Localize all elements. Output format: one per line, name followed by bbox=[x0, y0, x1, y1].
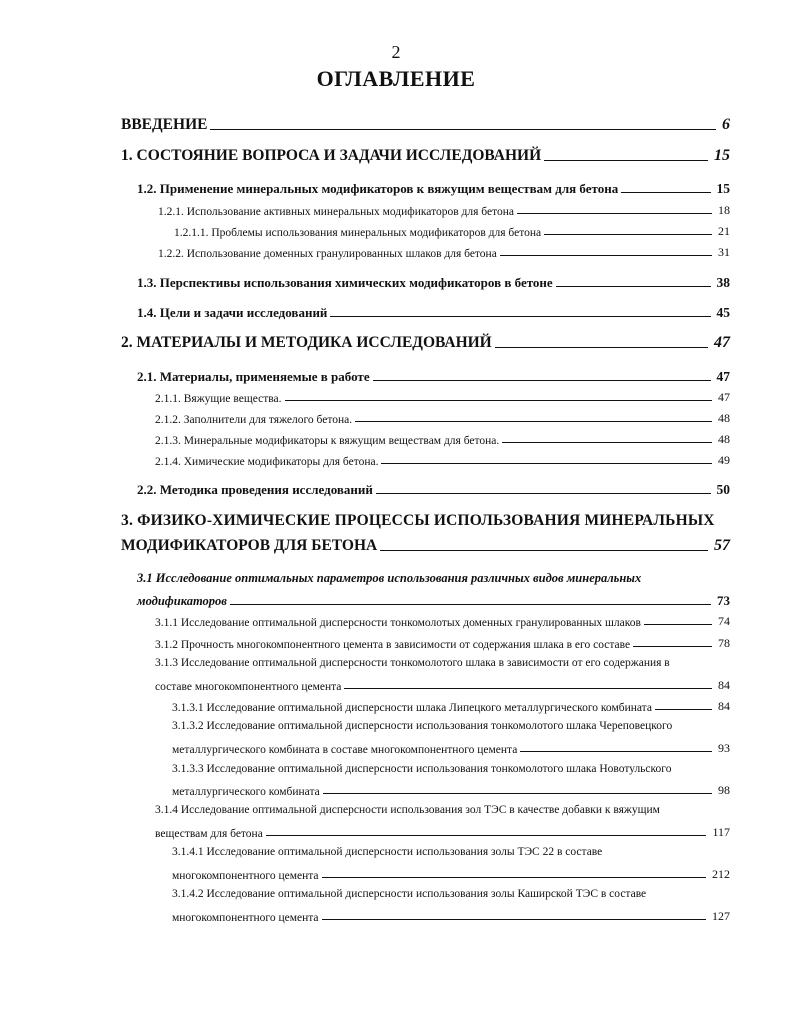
toc-entry-label: веществам для бетона bbox=[155, 828, 263, 840]
toc-entry-2-1-3 bbox=[155, 432, 730, 447]
toc-leader bbox=[285, 400, 713, 401]
toc-entry-1-2-2 bbox=[158, 245, 730, 260]
toc-leader bbox=[323, 793, 712, 794]
toc-page-number: 84 bbox=[718, 699, 730, 713]
toc-leader bbox=[266, 835, 707, 836]
toc-entry-1-2-1 bbox=[158, 203, 730, 218]
toc-entry-2-2 bbox=[137, 482, 730, 498]
toc-entry-label: 1.2.1. Использование активных минеральных модификаторов для бетона bbox=[158, 206, 514, 218]
toc-page-number: 212 bbox=[712, 867, 730, 881]
toc-entry-1-3 bbox=[137, 275, 730, 291]
toc-entry-3-1-3-3-line1: 3.1.3.3 Исследование оптимальной дисперсности использования тонкомолотого шлака Новотульского bbox=[172, 763, 672, 775]
toc-page-number: 84 bbox=[718, 678, 730, 692]
toc-entry-2-1-2 bbox=[155, 411, 730, 426]
toc-entry-label: 1.4. Цели и задачи исследований bbox=[137, 305, 328, 320]
toc-entry-label: 3.1.2 Прочность многокомпонентного цемента в зависимости от содержания шлака в его составе bbox=[155, 639, 631, 651]
toc-entry-introduction bbox=[121, 116, 730, 134]
toc-entry-label: 2.1.2. Заполнители для тяжелого бетона. bbox=[155, 414, 353, 426]
toc-leader bbox=[355, 421, 712, 422]
toc-page-number: 78 bbox=[718, 636, 730, 650]
toc-page-number: 47 bbox=[718, 390, 730, 404]
toc-entry-chapter-3-line1: 3. ФИЗИКО-ХИМИЧЕСКИЕ ПРОЦЕССЫ ИСПОЛЬЗОВАНИЯ МИНЕРАЛЬНЫХ bbox=[121, 512, 715, 529]
toc-entry-3-1-4 bbox=[155, 825, 730, 840]
toc-entry-chapter-2 bbox=[121, 334, 730, 352]
toc-entry-label: металлургического комбината bbox=[172, 786, 320, 798]
toc-leader bbox=[376, 493, 711, 494]
toc-page-number: 48 bbox=[718, 411, 730, 425]
toc-entry-label: 1.2. Применение минеральных модификаторов к вяжущим веществам для бетона bbox=[137, 181, 619, 196]
toc-entry-chapter-3 bbox=[121, 537, 730, 555]
toc-entry-3-1-3-1 bbox=[172, 699, 730, 714]
toc-leader bbox=[344, 688, 712, 689]
toc-leader bbox=[544, 160, 708, 161]
toc-entry-3-1-4-1-line1: 3.1.4.1 Исследование оптимальной дисперсности использования золы ТЭС 22 в составе bbox=[172, 846, 603, 858]
toc-entry-label: 1.3. Перспективы использования химических модификаторов в бетоне bbox=[137, 275, 553, 290]
toc-page-number: 38 bbox=[716, 275, 730, 290]
toc-page-number: 117 bbox=[712, 825, 730, 839]
toc-entry-label: 2. МАТЕРИАЛЫ И МЕТОДИКА ИССЛЕДОВАНИЙ bbox=[121, 334, 492, 351]
toc-entry-3-1 bbox=[137, 593, 730, 609]
toc-entry-1-4 bbox=[137, 305, 730, 321]
toc-page-number: 50 bbox=[716, 482, 730, 497]
toc-entry-3-1-3 bbox=[155, 678, 730, 693]
toc-page-number: 127 bbox=[712, 909, 730, 923]
toc-entry-label: 2.1.4. Химические модификаторы для бетона. bbox=[155, 456, 379, 468]
toc-entry-1-2-1-1 bbox=[174, 224, 730, 239]
toc-page-number: 48 bbox=[718, 432, 730, 446]
toc-page-number: 57 bbox=[714, 537, 730, 554]
toc-leader bbox=[544, 234, 712, 235]
toc-entry-chapter-1 bbox=[121, 147, 730, 165]
toc-page-number: 73 bbox=[717, 593, 730, 608]
toc-leader bbox=[322, 919, 706, 920]
toc-leader bbox=[502, 442, 712, 443]
toc-leader bbox=[655, 709, 712, 710]
toc-page-number: 45 bbox=[716, 305, 730, 320]
toc-entry-3-1-4-2 bbox=[172, 909, 730, 924]
toc-entry-label: металлургического комбината в составе многокомпонентного цемента bbox=[172, 744, 518, 756]
toc-entry-3-1-4-2-line1: 3.1.4.2 Исследование оптимальной дисперсности использования золы Каширской ТЭС в составе bbox=[172, 888, 647, 900]
toc-leader bbox=[381, 463, 712, 464]
toc-page-number: 93 bbox=[718, 741, 730, 755]
toc-entry-label: ВВЕДЕНИЕ bbox=[121, 116, 208, 133]
toc-entry-label: 3.1.3.1 Исследование оптимальной дисперсности шлака Липецкого металлургического комбината bbox=[172, 702, 652, 714]
toc-leader bbox=[210, 129, 716, 130]
toc-page-number: 31 bbox=[718, 245, 730, 259]
toc-entry-label: модификаторов bbox=[137, 594, 227, 608]
toc-entry-label: составе многокомпонентного цемента bbox=[155, 681, 342, 693]
toc-leader bbox=[644, 624, 712, 625]
toc-leader bbox=[621, 192, 710, 193]
page-number: 2 bbox=[391, 42, 401, 62]
toc-entry-2-1-1 bbox=[155, 390, 730, 405]
toc-leader bbox=[330, 316, 710, 317]
toc-entry-3-1-4-line1: 3.1.4 Исследование оптимальной дисперсности использования зол ТЭС в качестве добавки к вяжущим bbox=[155, 804, 660, 816]
toc-entry-label: 1. СОСТОЯНИЕ ВОПРОСА И ЗАДАЧИ ИССЛЕДОВАНИЙ bbox=[121, 147, 542, 164]
toc-entry-label: 2.1.3. Минеральные модификаторы к вяжущим веществам для бетона. bbox=[155, 435, 500, 447]
toc-page-number: 18 bbox=[718, 203, 730, 217]
toc-leader bbox=[633, 646, 712, 647]
toc-entry-3-1-line1: 3.1 Исследование оптимальных параметров использования различных видов минеральных bbox=[137, 571, 642, 585]
toc-page-number: 6 bbox=[722, 116, 730, 133]
toc-leader bbox=[373, 380, 711, 381]
toc-leader bbox=[556, 286, 711, 287]
toc-page-number: 15 bbox=[716, 181, 730, 196]
toc-entry-label: многокомпонентного цемента bbox=[172, 870, 319, 882]
toc-leader bbox=[517, 213, 712, 214]
toc-entry-2-1 bbox=[137, 369, 730, 385]
toc-page-number: 47 bbox=[716, 369, 730, 384]
toc-entry-3-1-2 bbox=[155, 636, 730, 651]
toc-page-number: 15 bbox=[714, 147, 730, 164]
toc-leader bbox=[230, 604, 711, 605]
toc-leader bbox=[495, 347, 708, 348]
toc-entry-3-1-3-2 bbox=[172, 741, 730, 756]
page-title: ОГЛАВЛЕНИЕ bbox=[316, 66, 476, 91]
toc-leader bbox=[500, 255, 712, 256]
toc-page-number: 98 bbox=[718, 783, 730, 797]
toc-entry-3-1-3-3 bbox=[172, 783, 730, 798]
toc-leader bbox=[520, 751, 712, 752]
toc-entry-label: 2.2. Методика проведения исследований bbox=[137, 482, 373, 497]
toc-entry-3-1-4-1 bbox=[172, 867, 730, 882]
toc-entry-label: 2.1.1. Вяжущие вещества. bbox=[155, 393, 282, 405]
toc-entry-1-2 bbox=[137, 181, 730, 197]
toc-entry-2-1-4 bbox=[155, 453, 730, 468]
toc-page-number: 74 bbox=[718, 614, 730, 628]
toc-page-number: 49 bbox=[718, 453, 730, 467]
toc-entry-label: 2.1. Материалы, применяемые в работе bbox=[137, 369, 370, 384]
toc-entry-3-1-3-2-line1: 3.1.3.2 Исследование оптимальной дисперсности использования тонкомолотого шлака Череповецкого bbox=[172, 720, 673, 732]
toc-entry-label: многокомпонентного цемента bbox=[172, 912, 319, 924]
toc-entry-3-1-1 bbox=[155, 614, 730, 629]
toc-page-number: 47 bbox=[714, 334, 730, 351]
toc-entry-label: 1.2.2. Использование доменных гранулированных шлаков для бетона bbox=[158, 248, 497, 260]
toc-entry-3-1-3-line1: 3.1.3 Исследование оптимальной дисперсности тонкомолотого шлака в зависимости от его содержания в bbox=[155, 657, 670, 669]
toc-leader bbox=[322, 877, 706, 878]
toc-entry-label: 1.2.1.1. Проблемы использования минеральных модификаторов для бетона bbox=[174, 227, 542, 239]
toc-entry-label: 3.1.1 Исследование оптимальной дисперсности тонкомолотых доменных гранулированных шлаков bbox=[155, 617, 641, 629]
toc-leader bbox=[380, 550, 708, 551]
toc-entry-label: МОДИФИКАТОРОВ ДЛЯ БЕТОНА bbox=[121, 537, 378, 554]
toc-page-number: 21 bbox=[718, 224, 730, 238]
